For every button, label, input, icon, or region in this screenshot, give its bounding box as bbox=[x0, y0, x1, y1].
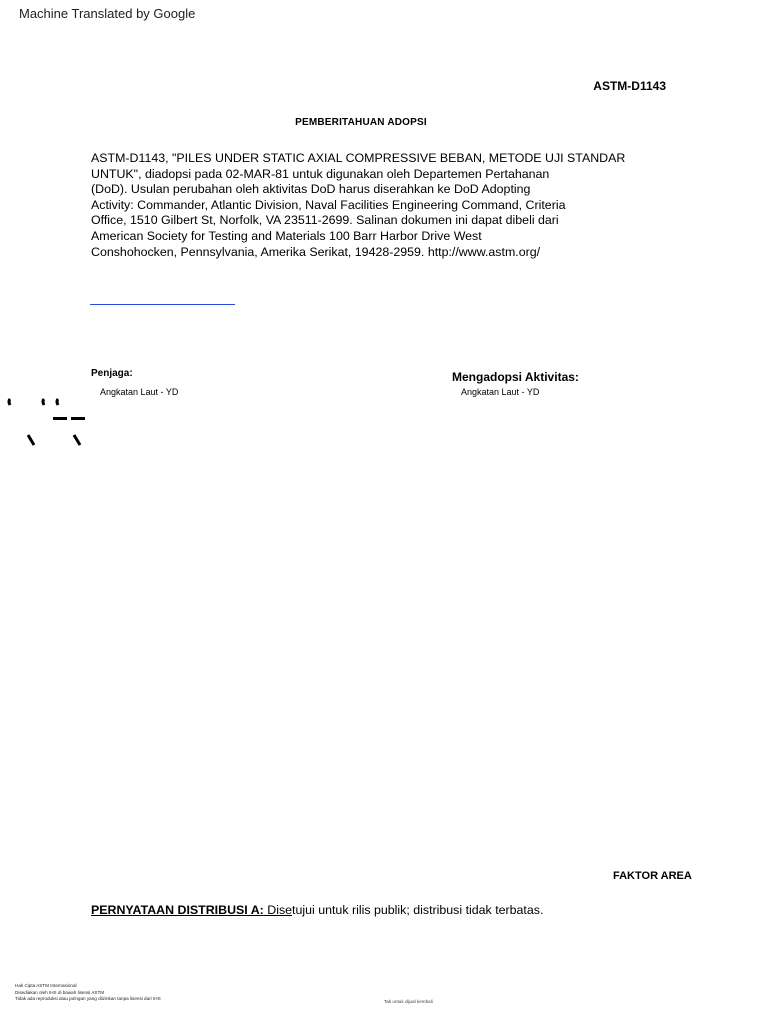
body-line: American Society for Testing and Materials 100 Barr Harbor Drive West bbox=[91, 228, 482, 243]
copyright-footer bbox=[15, 983, 161, 1003]
adopting-activity-label: Mengadopsi Aktivitas: bbox=[452, 370, 579, 384]
footer-line: Disediakan oleh IHS di bawah lisensi ASTM bbox=[15, 989, 105, 995]
distribution-text: tujui untuk rilis publik; distribusi tidak terbatas. bbox=[292, 903, 544, 917]
document-id: ASTM-D1143 bbox=[593, 79, 666, 93]
body-line: Conshohocken, Pennsylvania, Amerika Serikat, 19428-2959. http://www.astm.org/ bbox=[91, 244, 541, 259]
footer-not-for-resale: Tak untuk dijual kembali bbox=[384, 999, 433, 1004]
footer-line: Hak Cipta ASTM Internasional bbox=[15, 983, 77, 988]
body-line: Activity: Commander, Atlantic Division, Naval Facilities Engineering Command, Criteria bbox=[91, 197, 566, 212]
custodian-value: Angkatan Laut - YD bbox=[100, 387, 179, 397]
machine-translated-banner: Machine Translated by Google bbox=[19, 6, 196, 21]
notice-title: PEMBERITAHUAN ADOPSI bbox=[295, 117, 427, 128]
distribution-statement bbox=[91, 903, 543, 917]
notice-body bbox=[91, 151, 691, 260]
body-line: UNTUK", diadopsi pada 02-MAR-81 untuk digunakan oleh Departemen Pertahanan bbox=[91, 166, 550, 181]
distribution-underlined: Dise bbox=[263, 903, 293, 917]
custodian-label: Penjaga: bbox=[91, 368, 133, 379]
area-label: FAKTOR AREA bbox=[613, 870, 692, 882]
body-line: (DoD). Usulan perubahan oleh aktivitas DoD harus diserahkan ke DoD Adopting bbox=[91, 182, 531, 197]
body-line: ASTM-D1143, "PILES UNDER STATIC AXIAL COMPRESSIVE BEBAN, METODE UJI STANDAR bbox=[91, 151, 626, 165]
body-line: Office, 1510 Gilbert St, Norfolk, VA 23511-2699. Salinan dokumen ini dapat dibeli dari bbox=[91, 213, 559, 228]
scan-artifact-marks bbox=[0, 392, 100, 452]
adopting-activity-value: Angkatan Laut - YD bbox=[461, 387, 540, 397]
distribution-label: PERNYATAAN DISTRIBUSI A: bbox=[91, 903, 264, 917]
signature-line bbox=[90, 304, 235, 305]
footer-line: Tidak ada reproduksi atau jaringan yang diizinkan tanpa lisensi dari IHS bbox=[15, 996, 161, 1001]
